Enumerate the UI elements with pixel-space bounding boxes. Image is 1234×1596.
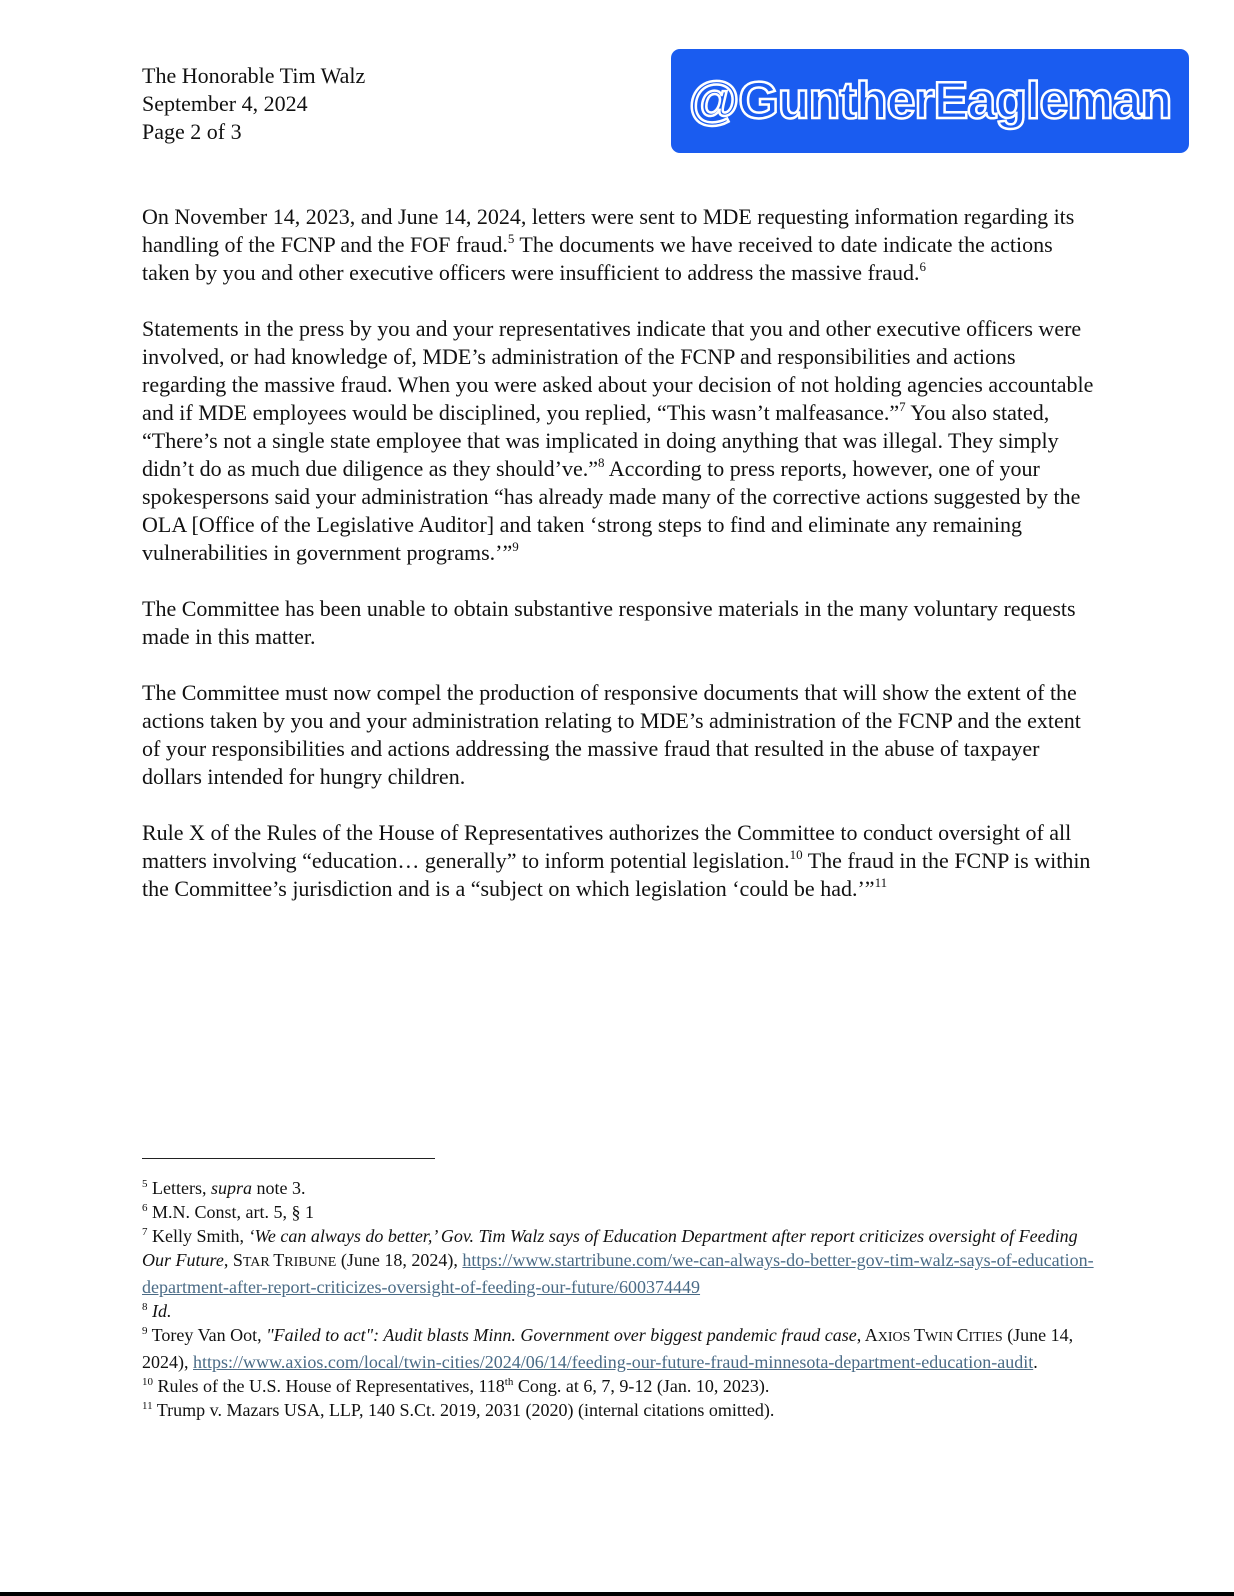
footnote-text: Trump v. Mazars USA, LLP, 140 S.Ct. 2019, 2031 (2020) (internal citations omitted). xyxy=(152,1400,775,1420)
footnote-ref: 9 xyxy=(512,539,519,554)
publication-name: C xyxy=(956,1325,969,1345)
footnote-italic: supra xyxy=(210,1178,252,1198)
footnote-5 xyxy=(142,1176,1102,1200)
footnote-number: 11 xyxy=(142,1400,153,1412)
footnote-number: 5 xyxy=(142,1178,148,1190)
footnote-text: Kelly Smith, xyxy=(147,1226,249,1246)
footnote-11 xyxy=(142,1398,1102,1422)
footnote-number: 8 xyxy=(142,1301,148,1313)
paragraph-1 xyxy=(142,203,1102,287)
article-title: ‘We can always do better,’ Gov. Tim Walz says of Education Department after report criticizes oversight of Feeding Our Future xyxy=(142,1226,1078,1270)
page-number: Page 2 of 3 xyxy=(142,119,242,144)
paragraph-4: The Committee must now compel the production of responsive documents that will show the extent of the actions taken by you and your administration relating to MDE’s administration of the FCNP and the extent of your responsibilities and actions addressing the massive fraud that resulted in the abuse of taxpayer dollars intended for hungry children. xyxy=(142,680,1081,789)
footnote-number: 10 xyxy=(142,1376,153,1388)
publication-name: TAR xyxy=(242,1255,274,1270)
letter-body xyxy=(142,203,1102,931)
paragraph-text: The fraud in the FCNP is within the Committee’s jurisdiction and is a “subject on which legislation ‘could be had.’” xyxy=(142,848,1091,901)
footnote-text: (June 14, 2024), xyxy=(142,1325,1074,1372)
paragraph-text: According to press reports, however, one of your spokespersons said your administration “has already made many of the corrective actions suggested by the OLA [Office of the Legislative Auditor] and taken ‘strong steps to find and eliminate any remaining vulnerabilities in government programs.’” xyxy=(142,456,1081,565)
footnote-6 xyxy=(142,1200,1102,1224)
footnote-text: M.N. Const, art. 5, § 1 xyxy=(147,1202,314,1222)
paragraph-text: You also stated, “There’s not a single state employee that was implicated in doing anything that was illegal. They simply didn’t do as much due diligence as they should’ve.” xyxy=(142,400,1059,481)
paragraph-3: The Committee has been unable to obtain substantive responsive materials in the many voluntary requests made in this matter. xyxy=(142,596,1076,649)
watermark-text: @GuntherEagleman xyxy=(688,72,1172,130)
date-line: September 4, 2024 xyxy=(142,91,308,116)
footnote-text: (June 18, 2024), xyxy=(336,1250,463,1270)
watermark-banner xyxy=(671,49,1189,153)
footnote-10 xyxy=(142,1374,1102,1398)
publication-name: T xyxy=(273,1250,285,1270)
footnote-divider xyxy=(142,1158,435,1159)
ordinal-suffix: th xyxy=(504,1376,514,1388)
letter-header xyxy=(142,62,365,146)
article-title: "Failed to act": Audit blasts Minn. Government over biggest pandemic fraud case xyxy=(266,1325,857,1345)
paragraph-text: Rule X of the Rules of the House of Representatives authorizes the Committee to conduct oversight of all matters involving “education… generally” to inform potential legislation. xyxy=(142,820,1072,873)
paragraph-2 xyxy=(142,315,1102,567)
footnote-text: Cong. at 6, 7, 9-12 (Jan. 10, 2023). xyxy=(513,1376,770,1396)
footnote-ref: 6 xyxy=(919,259,926,274)
startribune-link[interactable]: https://www.startribune.com/we-can-always-do-better-gov-tim-walz-says-of-education-department-after-report-criticizes-oversight-of-feeding-our-future/600374449 xyxy=(142,1250,1094,1297)
footnote-ref: 10 xyxy=(789,847,803,862)
footnote-text: Rules of the U.S. House of Representatives, 118 xyxy=(153,1376,505,1396)
bottom-edge-bar xyxy=(0,1592,1234,1596)
paragraph-text: On November 14, 2023, and June 14, 2024, letters were sent to MDE requesting information regarding its handling of the FCNP and the FOF fraud. xyxy=(142,204,1075,257)
footnote-text: note 3. xyxy=(252,1178,306,1198)
paragraph-5 xyxy=(142,819,1102,903)
publication-name: XIOS xyxy=(877,1330,914,1345)
publication-name: RIBUNE xyxy=(284,1255,337,1270)
footnote-text: Letters, xyxy=(147,1178,211,1198)
publication-name: T xyxy=(913,1325,925,1345)
footnote-8 xyxy=(142,1299,1102,1323)
footnote-text: , xyxy=(856,1325,865,1345)
footnote-text: . xyxy=(1033,1352,1038,1372)
recipient-line: The Honorable Tim Walz xyxy=(142,63,366,88)
footnote-ref: 5 xyxy=(507,231,515,246)
publication-name: WIN xyxy=(924,1330,957,1345)
footnote-ref: 11 xyxy=(874,875,888,890)
footnotes-section xyxy=(142,1176,1102,1422)
publication-name: ITIES xyxy=(968,1330,1003,1345)
paragraph-text: Statements in the press by you and your representatives indicate that you and other executive officers were involved, or had knowledge of, MDE’s administration of the FCNP and responsibilities and actions regarding the massive fraud. When you were asked about your decision of not holding agencies accountable and if MDE employees would be disciplined, you replied, “This wasn’t malfeasance.” xyxy=(142,316,1094,425)
footnote-ref: 7 xyxy=(899,399,906,414)
publication-name: A xyxy=(864,1325,878,1345)
footnote-ref: 8 xyxy=(597,455,605,470)
publication-name: S xyxy=(232,1250,243,1270)
footnote-number: 9 xyxy=(142,1325,148,1337)
paragraph-text: The documents we have received to date indicate the actions taken by you and other executive officers were insufficient to address the massive fraud. xyxy=(142,232,1053,285)
footnote-italic: Id. xyxy=(152,1301,172,1321)
footnote-text: Torey Van Oot, xyxy=(147,1325,267,1345)
footnote-9 xyxy=(142,1323,1102,1374)
axios-link[interactable]: https://www.axios.com/local/twin-cities/2024/06/14/feeding-our-future-fraud-minnesota-department-education-audit xyxy=(193,1352,1034,1372)
footnote-number: 6 xyxy=(142,1202,148,1214)
footnote-number: 7 xyxy=(142,1226,148,1238)
footnote-7: $^7$ Kelly Smith, ‘We can always do better,’ Gov. Tim Walz says of Education Department after report criticizes oversight of Feeding Our Future, STAR TRIBUNE (June 18, 2024), https://www.startribune.com/we-can-always-do-better-gov-tim-walz-says-of-education-department-after-report-criticizes-oversight-of-feeding-our-future/600374449 xyxy=(142,1226,1094,1297)
